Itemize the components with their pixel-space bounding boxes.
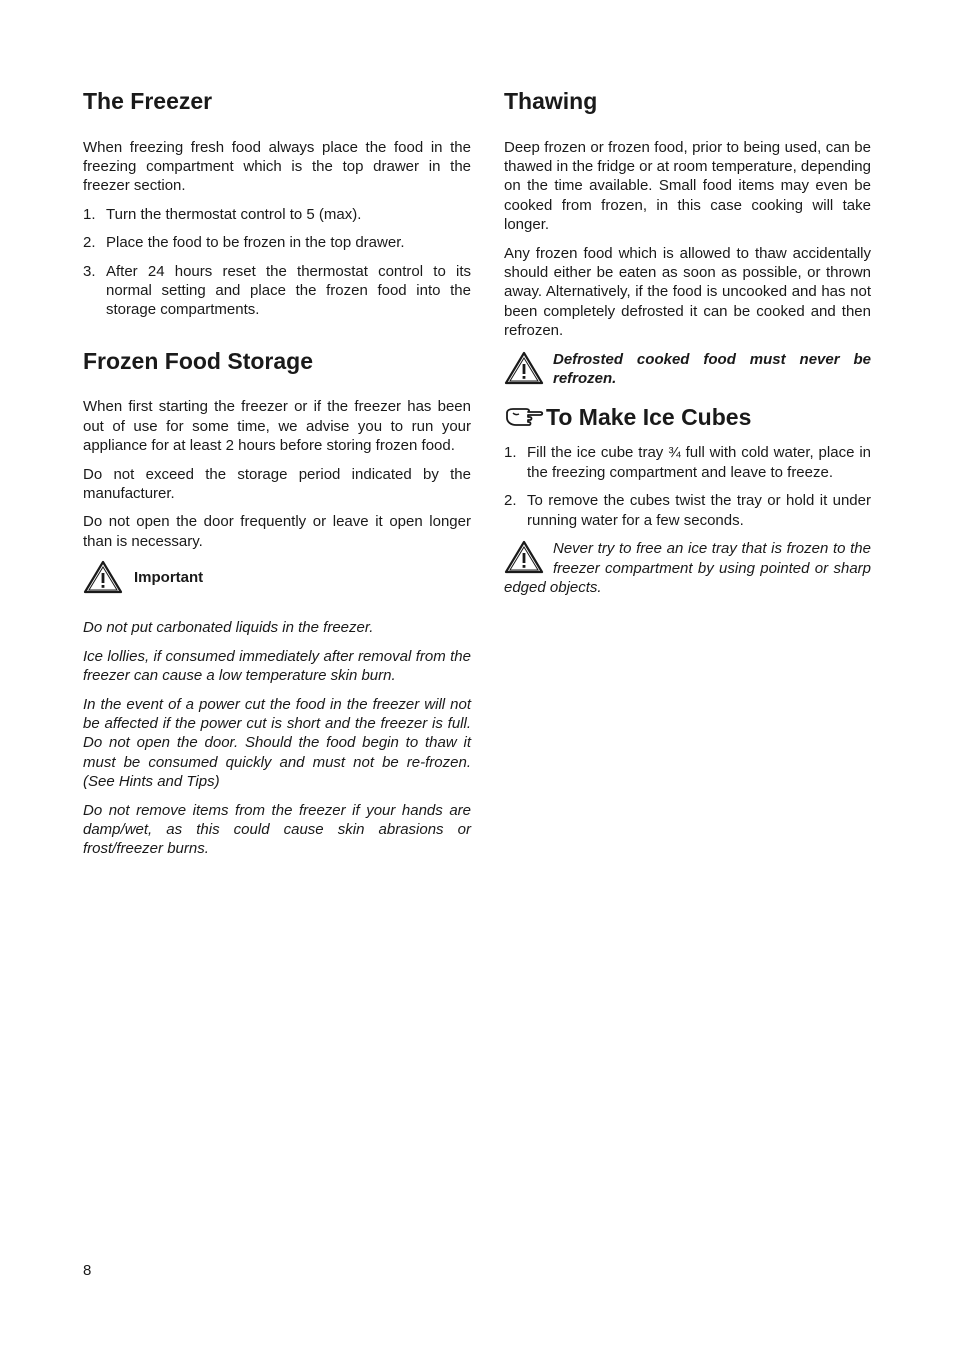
important-notice <box>83 560 471 594</box>
ice-cube-step: 2. To remove the cubes twist the tray or hold it under running water for a few seconds. <box>504 492 871 529</box>
freezer-step: 3. After 24 hours reset the thermostat control to its normal setting and place the frozen food into the storage compartments. <box>83 262 471 319</box>
storage-note: Do not put carbonated liquids in the freezer. <box>83 619 374 637</box>
storage-note: In the event of a power cut the food in the freezer will not be affected if the power cut is short and the freezer is full. Do not open the door. Should the food begin to thaw it must be consumed quickly and must not be re-frozen. (See Hints and Tips) <box>83 695 471 791</box>
freezer-steps <box>83 205 471 320</box>
warning-triangle-icon <box>504 540 544 574</box>
storage-note: Do not remove items from the freezer if your hands are damp/wet, as this could cause skin abrasions or frost/freezer burns. <box>83 801 471 858</box>
freezer-step: 1. Turn the thermostat control to 5 (max). <box>83 205 362 223</box>
ice-tray-warning-text: Never try to free an ice tray that is frozen to the freezer compartment by using pointed or sharp edged objects. <box>504 540 871 596</box>
section-the-freezer <box>83 88 471 320</box>
ice-cube-step: 1. Fill the ice cube tray ¾ full with cold water, place in the freezing compartment and leave to freeze. <box>504 444 871 481</box>
heading-the-freezer: The Freezer <box>83 88 213 114</box>
warning-triangle-icon <box>504 351 544 385</box>
storage-paragraph-2: Do not exceed the storage period indicated by the manufacturer. <box>83 465 471 503</box>
ice-tray-warning <box>504 539 871 597</box>
freezer-step: 2. Place the food to be frozen in the top drawer. <box>83 234 405 252</box>
thawing-warning <box>504 350 871 389</box>
ice-cube-steps <box>504 443 871 530</box>
section-ice-cubes <box>504 403 871 597</box>
thawing-warning-text: Defrosted cooked food must never be refrozen. <box>553 350 871 388</box>
left-column <box>83 88 471 868</box>
thawing-paragraph-1: Deep frozen or frozen food, prior to being used, can be thawed in the fridge or at room temperature, depending on the time available. Small food items may even be cooked from frozen, in this case cooking will take longer. <box>504 138 871 234</box>
important-label: Important <box>134 568 204 586</box>
right-column <box>504 88 871 606</box>
page-number: 8 <box>83 1262 92 1279</box>
freezer-intro: When freezing fresh food always place the food in the freezing compartment which is the top drawer in the freezer section. <box>83 138 471 195</box>
storage-note: Ice lollies, if consumed immediately after removal from the freezer can cause a low temperature skin burn. <box>83 647 471 685</box>
heading-to-make-ice-cubes: To Make Ice Cubes <box>546 403 752 430</box>
storage-paragraph-1: When first starting the freezer or if the freezer has been out of use for some time, we advise you to run your appliance for at least 2 hours before storing frozen food. <box>83 398 471 455</box>
heading-thawing: Thawing <box>504 88 598 114</box>
heading-frozen-food-storage: Frozen Food Storage <box>83 347 313 374</box>
pointing-hand-icon <box>504 403 544 431</box>
thawing-paragraph-2: Any frozen food which is allowed to thaw accidentally should either be eaten as soon as possible, or thrown away. Alternatively, if the food is uncooked and has not been completely defrosted it can be cooked and then refrozen. <box>504 244 871 340</box>
storage-paragraph-3: Do not open the door frequently or leave it open longer than is necessary. <box>83 513 471 550</box>
section-thawing <box>504 88 871 388</box>
ice-cubes-heading-row <box>504 403 871 431</box>
warning-triangle-icon <box>83 560 123 594</box>
section-frozen-food-storage <box>83 348 471 859</box>
